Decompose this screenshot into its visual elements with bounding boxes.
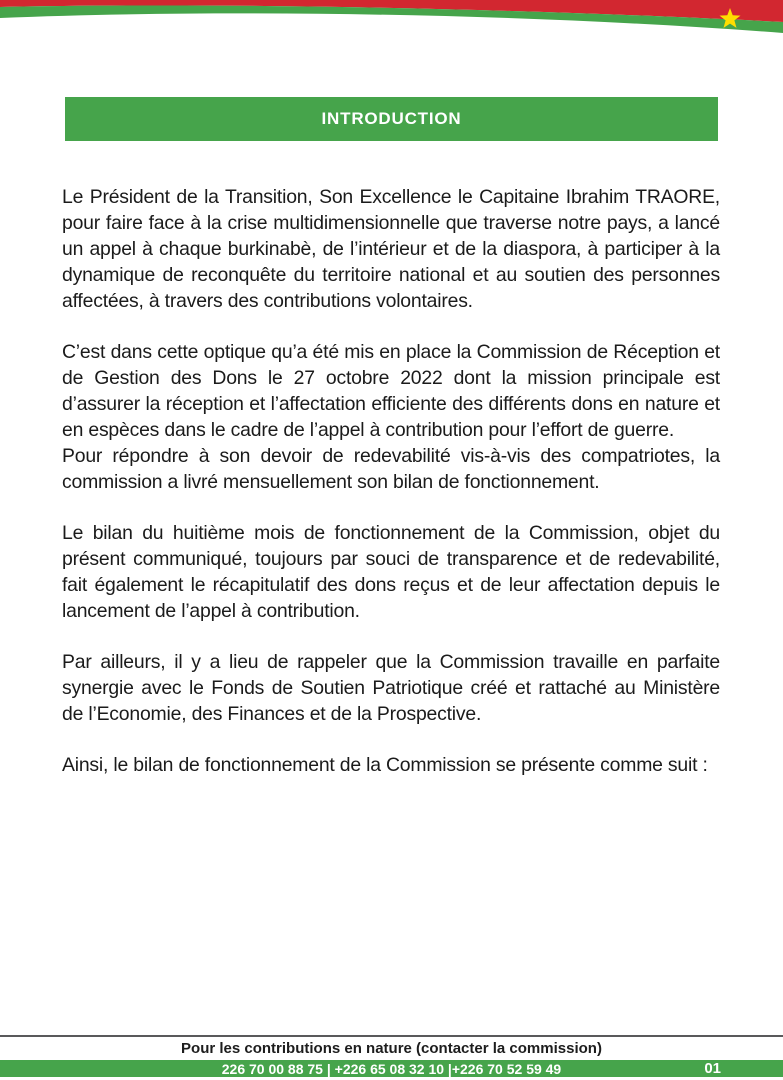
page-footer bbox=[0, 1035, 783, 1080]
paragraph-appel-president: Le Président de la Transition, Son Excellence le Capitaine Ibrahim TRAORE, pour faire face à la crise multidimensionnelle que traverse notre pays, a lancé un appel à chaque burkinabè, de l’intérieur et de la diaspora, à participer à la dynamique de reconquête du territoire national et au soutien des personnes affectées, à travers des contributions volontaires. bbox=[62, 186, 720, 312]
footer-phone-bar bbox=[0, 1060, 783, 1077]
flag-banner bbox=[0, 0, 783, 46]
paragraph-commission-creation: C’est dans cette optique qu’a été mis en place la Commission de Réception et de Gestion des Dons le 27 octobre 2022 dont la mission principale est d’assurer la réception et l’affectation efficiente des différents dons en nature et en espèces dans le cadre de l’appel à contribution pour l’effort de guerre. bbox=[62, 341, 720, 441]
footer-phone-numbers: 226 70 00 88 75 | +226 65 08 32 10 |+226 70 52 59 49 bbox=[221, 1060, 562, 1077]
section-title: INTRODUCTION bbox=[321, 109, 462, 128]
paragraph-fonds-soutien: Par ailleurs, il y a lieu de rappeler que la Commission travaille en parfaite synergie avec le Fonds de Soutien Patriotique créé et rattaché au Ministère de l’Economie, des Finances et de la Prospective. bbox=[62, 651, 720, 725]
footer-note: Pour les contributions en nature (contacter la commission) bbox=[181, 1040, 602, 1057]
document-body bbox=[62, 184, 720, 778]
paragraph-bilan-suit: Ainsi, le bilan de fonctionnement de la Commission se présente comme suit : bbox=[62, 754, 708, 776]
paragraph-bilan-huitieme-mois: Le bilan du huitième mois de fonctionnement de la Commission, objet du présent communiqué, toujours par souci de transparence et de redevabilité, fait également le récapitulatif des dons reçus et de leur affectation depuis le lancement de l’appel à contribution. bbox=[62, 522, 720, 622]
paragraph-redevabilite: Pour répondre à son devoir de redevabilité vis-à-vis des compatriotes, la commission a livré mensuellement son bilan de fonctionnement. bbox=[62, 445, 720, 493]
section-header-introduction bbox=[65, 97, 718, 141]
page-number: 01 bbox=[704, 1060, 721, 1077]
